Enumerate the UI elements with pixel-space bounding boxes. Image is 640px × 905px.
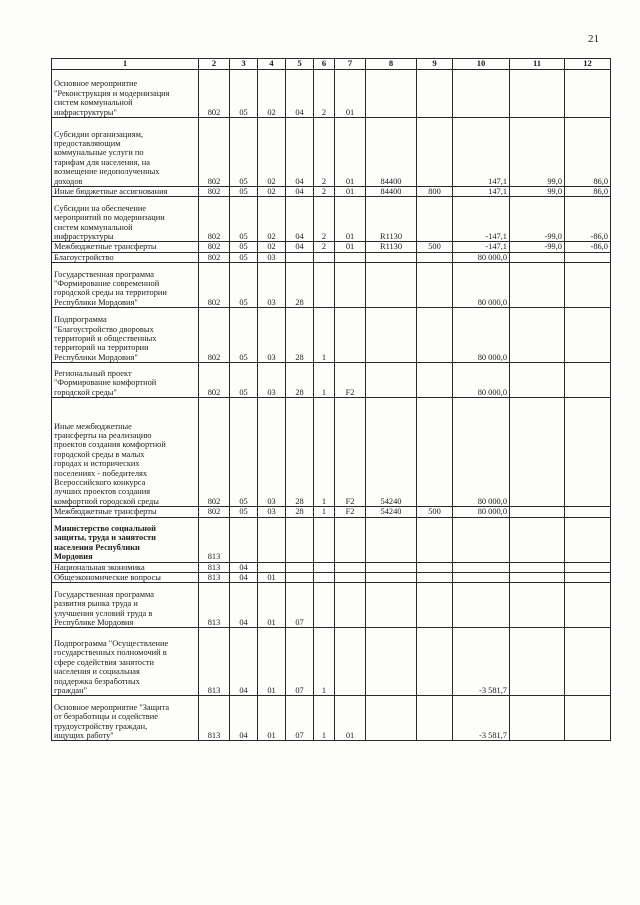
cell-c12: 86,0 bbox=[565, 187, 611, 197]
cell-c8 bbox=[366, 583, 417, 628]
cell-c5: 28 bbox=[286, 308, 314, 363]
cell-c7 bbox=[335, 308, 366, 363]
cell-c12 bbox=[565, 398, 611, 507]
cell-c2: 802 bbox=[199, 263, 230, 308]
cell-c2: 802 bbox=[199, 398, 230, 507]
table-body bbox=[52, 70, 611, 741]
cell-c4: 03 bbox=[258, 398, 286, 507]
column-number-row bbox=[52, 59, 611, 70]
cell-c8 bbox=[366, 573, 417, 583]
cell-c10 bbox=[453, 562, 510, 572]
row-name-cell: Основное мероприятие "Защита от безработицы и содействие трудоустройству граждан, ищущих работу" bbox=[52, 696, 199, 741]
cell-c12 bbox=[565, 70, 611, 118]
cell-c8: R1130 bbox=[366, 197, 417, 242]
table-row bbox=[52, 263, 611, 308]
cell-c2: 813 bbox=[199, 562, 230, 572]
column-number-header: 4 bbox=[258, 59, 286, 70]
cell-c10 bbox=[453, 70, 510, 118]
cell-c5: 28 bbox=[286, 263, 314, 308]
cell-c10 bbox=[453, 573, 510, 583]
cell-c5 bbox=[286, 573, 314, 583]
column-number-header: 8 bbox=[366, 59, 417, 70]
cell-c11 bbox=[510, 507, 565, 517]
cell-c4: 01 bbox=[258, 696, 286, 741]
cell-c6 bbox=[314, 517, 335, 562]
cell-c10: -147,1 bbox=[453, 242, 510, 252]
cell-c11: -99,0 bbox=[510, 242, 565, 252]
cell-c6 bbox=[314, 583, 335, 628]
row-name-cell: Основное мероприятие "Реконструкция и модернизация систем коммунальной инфраструктуры" bbox=[52, 70, 199, 118]
cell-c7: F2 bbox=[335, 363, 366, 398]
cell-c7 bbox=[335, 252, 366, 262]
row-name-cell: Государственная программа развития рынка труда и улучшения условий труда в Республике Мордовия bbox=[52, 583, 199, 628]
table-row bbox=[52, 583, 611, 628]
cell-c7: 01 bbox=[335, 197, 366, 242]
row-name-cell: Общеэкономические вопросы bbox=[52, 573, 199, 583]
column-number-header: 6 bbox=[314, 59, 335, 70]
cell-c9: 800 bbox=[417, 187, 453, 197]
cell-c11 bbox=[510, 517, 565, 562]
cell-c2: 802 bbox=[199, 507, 230, 517]
cell-c10: -3 581,7 bbox=[453, 628, 510, 696]
cell-c9 bbox=[417, 263, 453, 308]
cell-c2: 802 bbox=[199, 70, 230, 118]
cell-c3: 05 bbox=[230, 187, 258, 197]
cell-c5 bbox=[286, 562, 314, 572]
cell-c7: 01 bbox=[335, 696, 366, 741]
cell-c2: 813 bbox=[199, 696, 230, 741]
cell-c5: 04 bbox=[286, 197, 314, 242]
row-name-cell: Межбюджетные трансферты bbox=[52, 507, 199, 517]
cell-c7: F2 bbox=[335, 507, 366, 517]
cell-c11 bbox=[510, 398, 565, 507]
column-number-header: 12 bbox=[565, 59, 611, 70]
cell-c8 bbox=[366, 308, 417, 363]
table-row bbox=[52, 507, 611, 517]
cell-c12 bbox=[565, 263, 611, 308]
table-row bbox=[52, 517, 611, 562]
row-name-cell: Благоустройство bbox=[52, 252, 199, 262]
cell-c10: 80 000,0 bbox=[453, 252, 510, 262]
cell-c4: 03 bbox=[258, 507, 286, 517]
cell-c9 bbox=[417, 308, 453, 363]
cell-c11 bbox=[510, 583, 565, 628]
cell-c8: 84400 bbox=[366, 118, 417, 187]
table-row bbox=[52, 696, 611, 741]
column-number-header: 2 bbox=[199, 59, 230, 70]
cell-c12 bbox=[565, 562, 611, 572]
cell-c6 bbox=[314, 263, 335, 308]
cell-c6: 1 bbox=[314, 308, 335, 363]
cell-c12: 86,0 bbox=[565, 118, 611, 187]
table-row bbox=[52, 252, 611, 262]
cell-c10: 80 000,0 bbox=[453, 398, 510, 507]
cell-c4: 01 bbox=[258, 573, 286, 583]
cell-c3: 05 bbox=[230, 363, 258, 398]
cell-c3: 04 bbox=[230, 696, 258, 741]
row-name-cell: Министерство социальной защиты, труда и занятости населения Республики Мордовия bbox=[52, 517, 199, 562]
cell-c5: 28 bbox=[286, 363, 314, 398]
cell-c8 bbox=[366, 70, 417, 118]
cell-c6: 1 bbox=[314, 363, 335, 398]
cell-c12 bbox=[565, 573, 611, 583]
cell-c6: 2 bbox=[314, 197, 335, 242]
cell-c12 bbox=[565, 696, 611, 741]
cell-c5: 28 bbox=[286, 507, 314, 517]
cell-c6 bbox=[314, 252, 335, 262]
cell-c9 bbox=[417, 583, 453, 628]
cell-c4: 03 bbox=[258, 363, 286, 398]
cell-c2: 813 bbox=[199, 573, 230, 583]
cell-c8 bbox=[366, 517, 417, 562]
table-row bbox=[52, 398, 611, 507]
cell-c9: 500 bbox=[417, 507, 453, 517]
cell-c3: 05 bbox=[230, 263, 258, 308]
cell-c9 bbox=[417, 562, 453, 572]
cell-c11 bbox=[510, 363, 565, 398]
cell-c5: 04 bbox=[286, 187, 314, 197]
cell-c4: 03 bbox=[258, 252, 286, 262]
row-name-cell: Иные бюджетные ассигнования bbox=[52, 187, 199, 197]
cell-c9 bbox=[417, 398, 453, 507]
column-number-header: 9 bbox=[417, 59, 453, 70]
cell-c2: 802 bbox=[199, 197, 230, 242]
cell-c8: 54240 bbox=[366, 507, 417, 517]
cell-c3 bbox=[230, 517, 258, 562]
cell-c4: 02 bbox=[258, 70, 286, 118]
cell-c10 bbox=[453, 517, 510, 562]
cell-c3: 05 bbox=[230, 507, 258, 517]
table-row bbox=[52, 628, 611, 696]
cell-c12 bbox=[565, 252, 611, 262]
cell-c3: 05 bbox=[230, 118, 258, 187]
cell-c9 bbox=[417, 252, 453, 262]
cell-c5: 28 bbox=[286, 398, 314, 507]
cell-c5: 07 bbox=[286, 583, 314, 628]
cell-c9 bbox=[417, 517, 453, 562]
cell-c9: 500 bbox=[417, 242, 453, 252]
cell-c9 bbox=[417, 573, 453, 583]
cell-c11 bbox=[510, 308, 565, 363]
cell-c7: 01 bbox=[335, 70, 366, 118]
cell-c6: 2 bbox=[314, 187, 335, 197]
table-row bbox=[52, 308, 611, 363]
cell-c11: 99,0 bbox=[510, 187, 565, 197]
cell-c10: -147,1 bbox=[453, 197, 510, 242]
cell-c6 bbox=[314, 573, 335, 583]
table-row bbox=[52, 573, 611, 583]
cell-c4: 01 bbox=[258, 583, 286, 628]
cell-c11 bbox=[510, 252, 565, 262]
cell-c4: 01 bbox=[258, 628, 286, 696]
cell-c7: 01 bbox=[335, 118, 366, 187]
cell-c12 bbox=[565, 583, 611, 628]
cell-c12: -86,0 bbox=[565, 197, 611, 242]
cell-c10: 80 000,0 bbox=[453, 507, 510, 517]
cell-c3: 04 bbox=[230, 562, 258, 572]
cell-c11 bbox=[510, 573, 565, 583]
cell-c4 bbox=[258, 562, 286, 572]
cell-c8 bbox=[366, 252, 417, 262]
cell-c10: 147,1 bbox=[453, 187, 510, 197]
cell-c11 bbox=[510, 628, 565, 696]
table-row bbox=[52, 187, 611, 197]
cell-c2: 802 bbox=[199, 242, 230, 252]
cell-c9 bbox=[417, 696, 453, 741]
cell-c8 bbox=[366, 696, 417, 741]
cell-c4: 03 bbox=[258, 263, 286, 308]
cell-c6 bbox=[314, 562, 335, 572]
page-number: 21 bbox=[588, 33, 599, 45]
cell-c5: 04 bbox=[286, 242, 314, 252]
cell-c5: 04 bbox=[286, 70, 314, 118]
cell-c8: R1130 bbox=[366, 242, 417, 252]
cell-c3: 04 bbox=[230, 628, 258, 696]
cell-c7 bbox=[335, 573, 366, 583]
row-name-cell: Межбюджетные трансферты bbox=[52, 242, 199, 252]
cell-c10: 80 000,0 bbox=[453, 363, 510, 398]
cell-c5: 07 bbox=[286, 628, 314, 696]
cell-c7 bbox=[335, 583, 366, 628]
cell-c12 bbox=[565, 308, 611, 363]
cell-c6: 1 bbox=[314, 696, 335, 741]
column-number-header: 7 bbox=[335, 59, 366, 70]
cell-c8: 54240 bbox=[366, 398, 417, 507]
row-name-cell: Иные межбюджетные трансферты на реализацию проектов создания комфортной городской среды в малых городах и исторических поселениях - победителях Всероссийского конкурса лучших проектов создания комфортной городской среды bbox=[52, 398, 199, 507]
cell-c7 bbox=[335, 263, 366, 308]
cell-c11: -99,0 bbox=[510, 197, 565, 242]
cell-c4: 02 bbox=[258, 187, 286, 197]
column-number-header: 11 bbox=[510, 59, 565, 70]
cell-c8 bbox=[366, 263, 417, 308]
cell-c5 bbox=[286, 517, 314, 562]
cell-c6: 1 bbox=[314, 398, 335, 507]
cell-c2: 802 bbox=[199, 252, 230, 262]
cell-c9 bbox=[417, 70, 453, 118]
cell-c2: 802 bbox=[199, 187, 230, 197]
cell-c7: 01 bbox=[335, 187, 366, 197]
table-row bbox=[52, 70, 611, 118]
cell-c5: 04 bbox=[286, 118, 314, 187]
cell-c3: 04 bbox=[230, 583, 258, 628]
cell-c8 bbox=[366, 562, 417, 572]
budget-table bbox=[51, 58, 611, 741]
cell-c6: 2 bbox=[314, 118, 335, 187]
cell-c10: -3 581,7 bbox=[453, 696, 510, 741]
cell-c2: 802 bbox=[199, 308, 230, 363]
cell-c12 bbox=[565, 507, 611, 517]
cell-c4: 02 bbox=[258, 118, 286, 187]
cell-c4: 02 bbox=[258, 242, 286, 252]
cell-c12: -86,0 bbox=[565, 242, 611, 252]
cell-c8: 84400 bbox=[366, 187, 417, 197]
cell-c8 bbox=[366, 628, 417, 696]
cell-c11 bbox=[510, 696, 565, 741]
cell-c10: 147,1 bbox=[453, 118, 510, 187]
row-name-cell: Государственная программа "Формирование современной городской среды на территории Республики Мордовия" bbox=[52, 263, 199, 308]
cell-c7 bbox=[335, 628, 366, 696]
cell-c4: 03 bbox=[258, 308, 286, 363]
table-row bbox=[52, 242, 611, 252]
table-row bbox=[52, 562, 611, 572]
cell-c4 bbox=[258, 517, 286, 562]
column-number-header: 5 bbox=[286, 59, 314, 70]
column-number-header: 1 bbox=[52, 59, 199, 70]
cell-c3: 05 bbox=[230, 70, 258, 118]
cell-c3: 05 bbox=[230, 308, 258, 363]
cell-c11 bbox=[510, 562, 565, 572]
table-row bbox=[52, 363, 611, 398]
cell-c12 bbox=[565, 517, 611, 562]
cell-c3: 05 bbox=[230, 197, 258, 242]
cell-c9 bbox=[417, 197, 453, 242]
cell-c2: 802 bbox=[199, 118, 230, 187]
row-name-cell: Субсидии на обеспечение мероприятий по модернизации систем коммунальной инфраструктуры bbox=[52, 197, 199, 242]
cell-c7: F2 bbox=[335, 398, 366, 507]
cell-c5 bbox=[286, 252, 314, 262]
cell-c2: 813 bbox=[199, 628, 230, 696]
cell-c3: 05 bbox=[230, 252, 258, 262]
cell-c9 bbox=[417, 628, 453, 696]
cell-c6: 2 bbox=[314, 70, 335, 118]
cell-c12 bbox=[565, 363, 611, 398]
cell-c6: 1 bbox=[314, 507, 335, 517]
table-row bbox=[52, 197, 611, 242]
cell-c11: 99,0 bbox=[510, 118, 565, 187]
row-name-cell: Региональный проект "Формирование комфортной городской среды" bbox=[52, 363, 199, 398]
cell-c9 bbox=[417, 118, 453, 187]
cell-c7 bbox=[335, 562, 366, 572]
column-number-header: 3 bbox=[230, 59, 258, 70]
cell-c7: 01 bbox=[335, 242, 366, 252]
row-name-cell: Подпрограмма "Осуществление государственных полномочий в сфере содействия занятости населения и социальная поддержка безработных граждан" bbox=[52, 628, 199, 696]
cell-c2: 813 bbox=[199, 517, 230, 562]
cell-c10 bbox=[453, 583, 510, 628]
cell-c6: 1 bbox=[314, 628, 335, 696]
cell-c10: 80 000,0 bbox=[453, 308, 510, 363]
table-row bbox=[52, 118, 611, 187]
cell-c6: 2 bbox=[314, 242, 335, 252]
cell-c4: 02 bbox=[258, 197, 286, 242]
column-number-header: 10 bbox=[453, 59, 510, 70]
cell-c11 bbox=[510, 70, 565, 118]
cell-c3: 05 bbox=[230, 398, 258, 507]
cell-c7 bbox=[335, 517, 366, 562]
cell-c9 bbox=[417, 363, 453, 398]
cell-c8 bbox=[366, 363, 417, 398]
row-name-cell: Субсидии организациям, предоставляющим коммунальные услуги по тарифам для населения, на возмещение недополученных доходов bbox=[52, 118, 199, 187]
cell-c5: 07 bbox=[286, 696, 314, 741]
cell-c12 bbox=[565, 628, 611, 696]
row-name-cell: Подпрограмма "Благоустройство дворовых территорий и общественных территорий на территории Республики Мордовия" bbox=[52, 308, 199, 363]
cell-c3: 04 bbox=[230, 573, 258, 583]
cell-c10: 80 000,0 bbox=[453, 263, 510, 308]
cell-c2: 813 bbox=[199, 583, 230, 628]
cell-c3: 05 bbox=[230, 242, 258, 252]
row-name-cell: Национальная экономика bbox=[52, 562, 199, 572]
cell-c2: 802 bbox=[199, 363, 230, 398]
cell-c11 bbox=[510, 263, 565, 308]
